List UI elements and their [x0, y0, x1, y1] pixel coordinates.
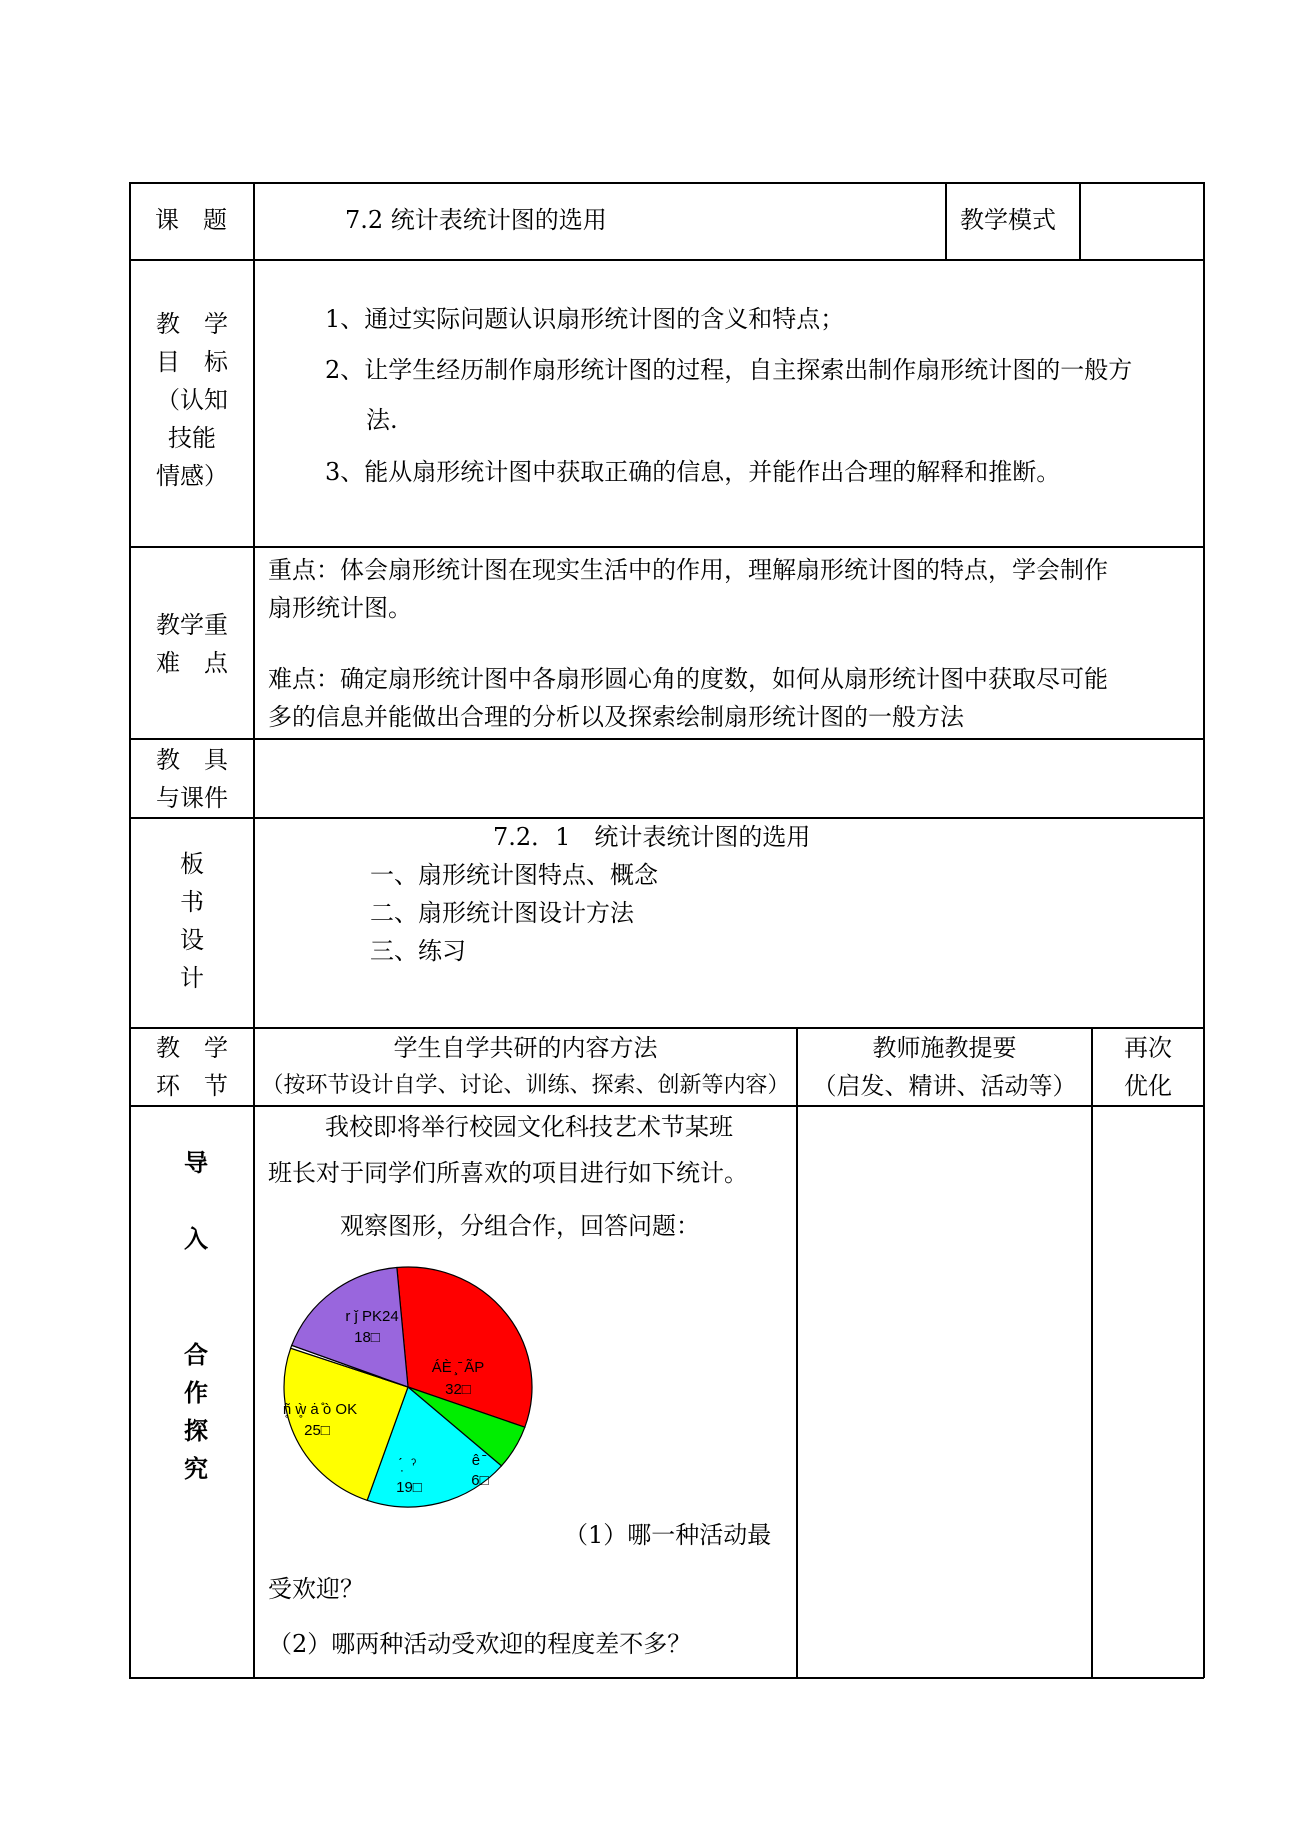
- board-item: 二、扇形统计图设计方法: [370, 899, 634, 927]
- question-2: （2）哪两种活动受欢迎的程度差不多？: [268, 1630, 692, 1658]
- intro-paragraph: 班长对于同学们所喜欢的项目进行如下统计。: [268, 1159, 748, 1187]
- stage-label: 导: [184, 1148, 208, 1177]
- tools-label: 教 具 与课件: [156, 746, 228, 812]
- objectives-label: 教 学 目 标 （认知 技能 情感）: [156, 310, 228, 490]
- question-1-cont: 受欢迎？: [268, 1575, 364, 1603]
- col-divider: [253, 182, 255, 1678]
- slice-label-cyan: ˊ ̣ ˀ: [397, 1456, 417, 1473]
- slice-label-red: ÁÈ ̧ ̄ ÃP: [431, 1359, 485, 1376]
- board-title: 7.2．1 统计表统计图的选用: [493, 823, 811, 851]
- objective-item: 3、能从扇形统计图中获取正确的信息，并能作出合理的解释和推断。: [325, 458, 1061, 486]
- slice-value-cyan: 19□: [396, 1479, 422, 1496]
- row-divider: [129, 1105, 1204, 1107]
- topic-label: 课 题: [155, 206, 227, 234]
- board-item: 一、扇形统计图特点、概念: [370, 861, 658, 889]
- question-1: （1）哪一种活动最: [564, 1521, 772, 1549]
- objective-item: 2、让学生经历制作扇形统计图的过程，自主探索出制作扇形统计图的一般方: [325, 356, 1133, 384]
- activity-pie-chart: [270, 1265, 550, 1525]
- slice-value-red: 32□: [445, 1381, 471, 1398]
- table-border-top: [129, 182, 1204, 184]
- table-border-bottom: [129, 1677, 1204, 1679]
- col-divider: [1079, 182, 1081, 260]
- slice-label-green: ê ̄: [471, 1452, 485, 1469]
- col-divider: [945, 182, 947, 260]
- teaching-mode-label: 教学模式: [960, 206, 1056, 234]
- stage-label: 探: [184, 1416, 208, 1445]
- objective-item: 1、通过实际问题认识扇形统计图的含义和特点；: [325, 305, 845, 333]
- row-divider: [129, 738, 1204, 740]
- stage-label: 究: [184, 1454, 208, 1483]
- focus-text: 重点：体会扇形统计图在现实生活中的作用，理解扇形统计图的特点，学会制作: [268, 556, 1108, 584]
- col-divider: [796, 1027, 798, 1678]
- board-label: 板 书 设 计: [180, 850, 204, 992]
- focus-text: 扇形统计图。: [268, 594, 412, 622]
- optimize-header: 再次 优化: [1124, 1034, 1172, 1100]
- slice-value-green: 6□: [471, 1472, 489, 1489]
- stage-header: 教 学 环 节: [156, 1034, 228, 1100]
- slice-label-yellow-value: 25□: [304, 1422, 330, 1439]
- key-points-label: 教学重 难 点: [156, 611, 228, 677]
- difficulty-text: 难点：确定扇形统计图中各扇形圆心角的度数，如何从扇形统计图中获取尽可能: [268, 665, 1108, 693]
- teacher-notes-header: 教师施教提要 （启发、精讲、活动等）: [812, 1034, 1077, 1100]
- stage-label: 入: [184, 1224, 208, 1253]
- board-item: 三、练习: [370, 937, 466, 965]
- row-divider: [129, 817, 1204, 819]
- slice-value-purple: 18□: [354, 1329, 380, 1346]
- difficulty-text: 多的信息并能做出合理的分析以及探索绘制扇形统计图的一般方法: [268, 703, 964, 731]
- slice-label-yellow: ñ̥ ẁ̥ ȧ ̊ò OK: [282, 1401, 358, 1418]
- intro-instruction: 观察图形，分组合作，回答问题：: [340, 1212, 700, 1240]
- slice-label-purple: r ǰ PK24: [345, 1308, 399, 1325]
- student-content-header: 学生自学共研的内容方法 （按环节设计自学、讨论、训练、探索、创新等内容）: [261, 1034, 790, 1098]
- table-border-right: [1203, 182, 1205, 1678]
- intro-paragraph: 我校即将举行校园文化科技艺术节某班: [325, 1113, 733, 1141]
- row-divider: [129, 546, 1204, 548]
- objective-item: 法.: [366, 406, 398, 434]
- stage-label: 作: [184, 1378, 208, 1407]
- topic-title: 7.2 统计表统计图的选用: [345, 206, 607, 234]
- col-divider: [1091, 1027, 1093, 1678]
- row-divider: [129, 259, 1204, 261]
- stage-label: 合: [184, 1340, 208, 1369]
